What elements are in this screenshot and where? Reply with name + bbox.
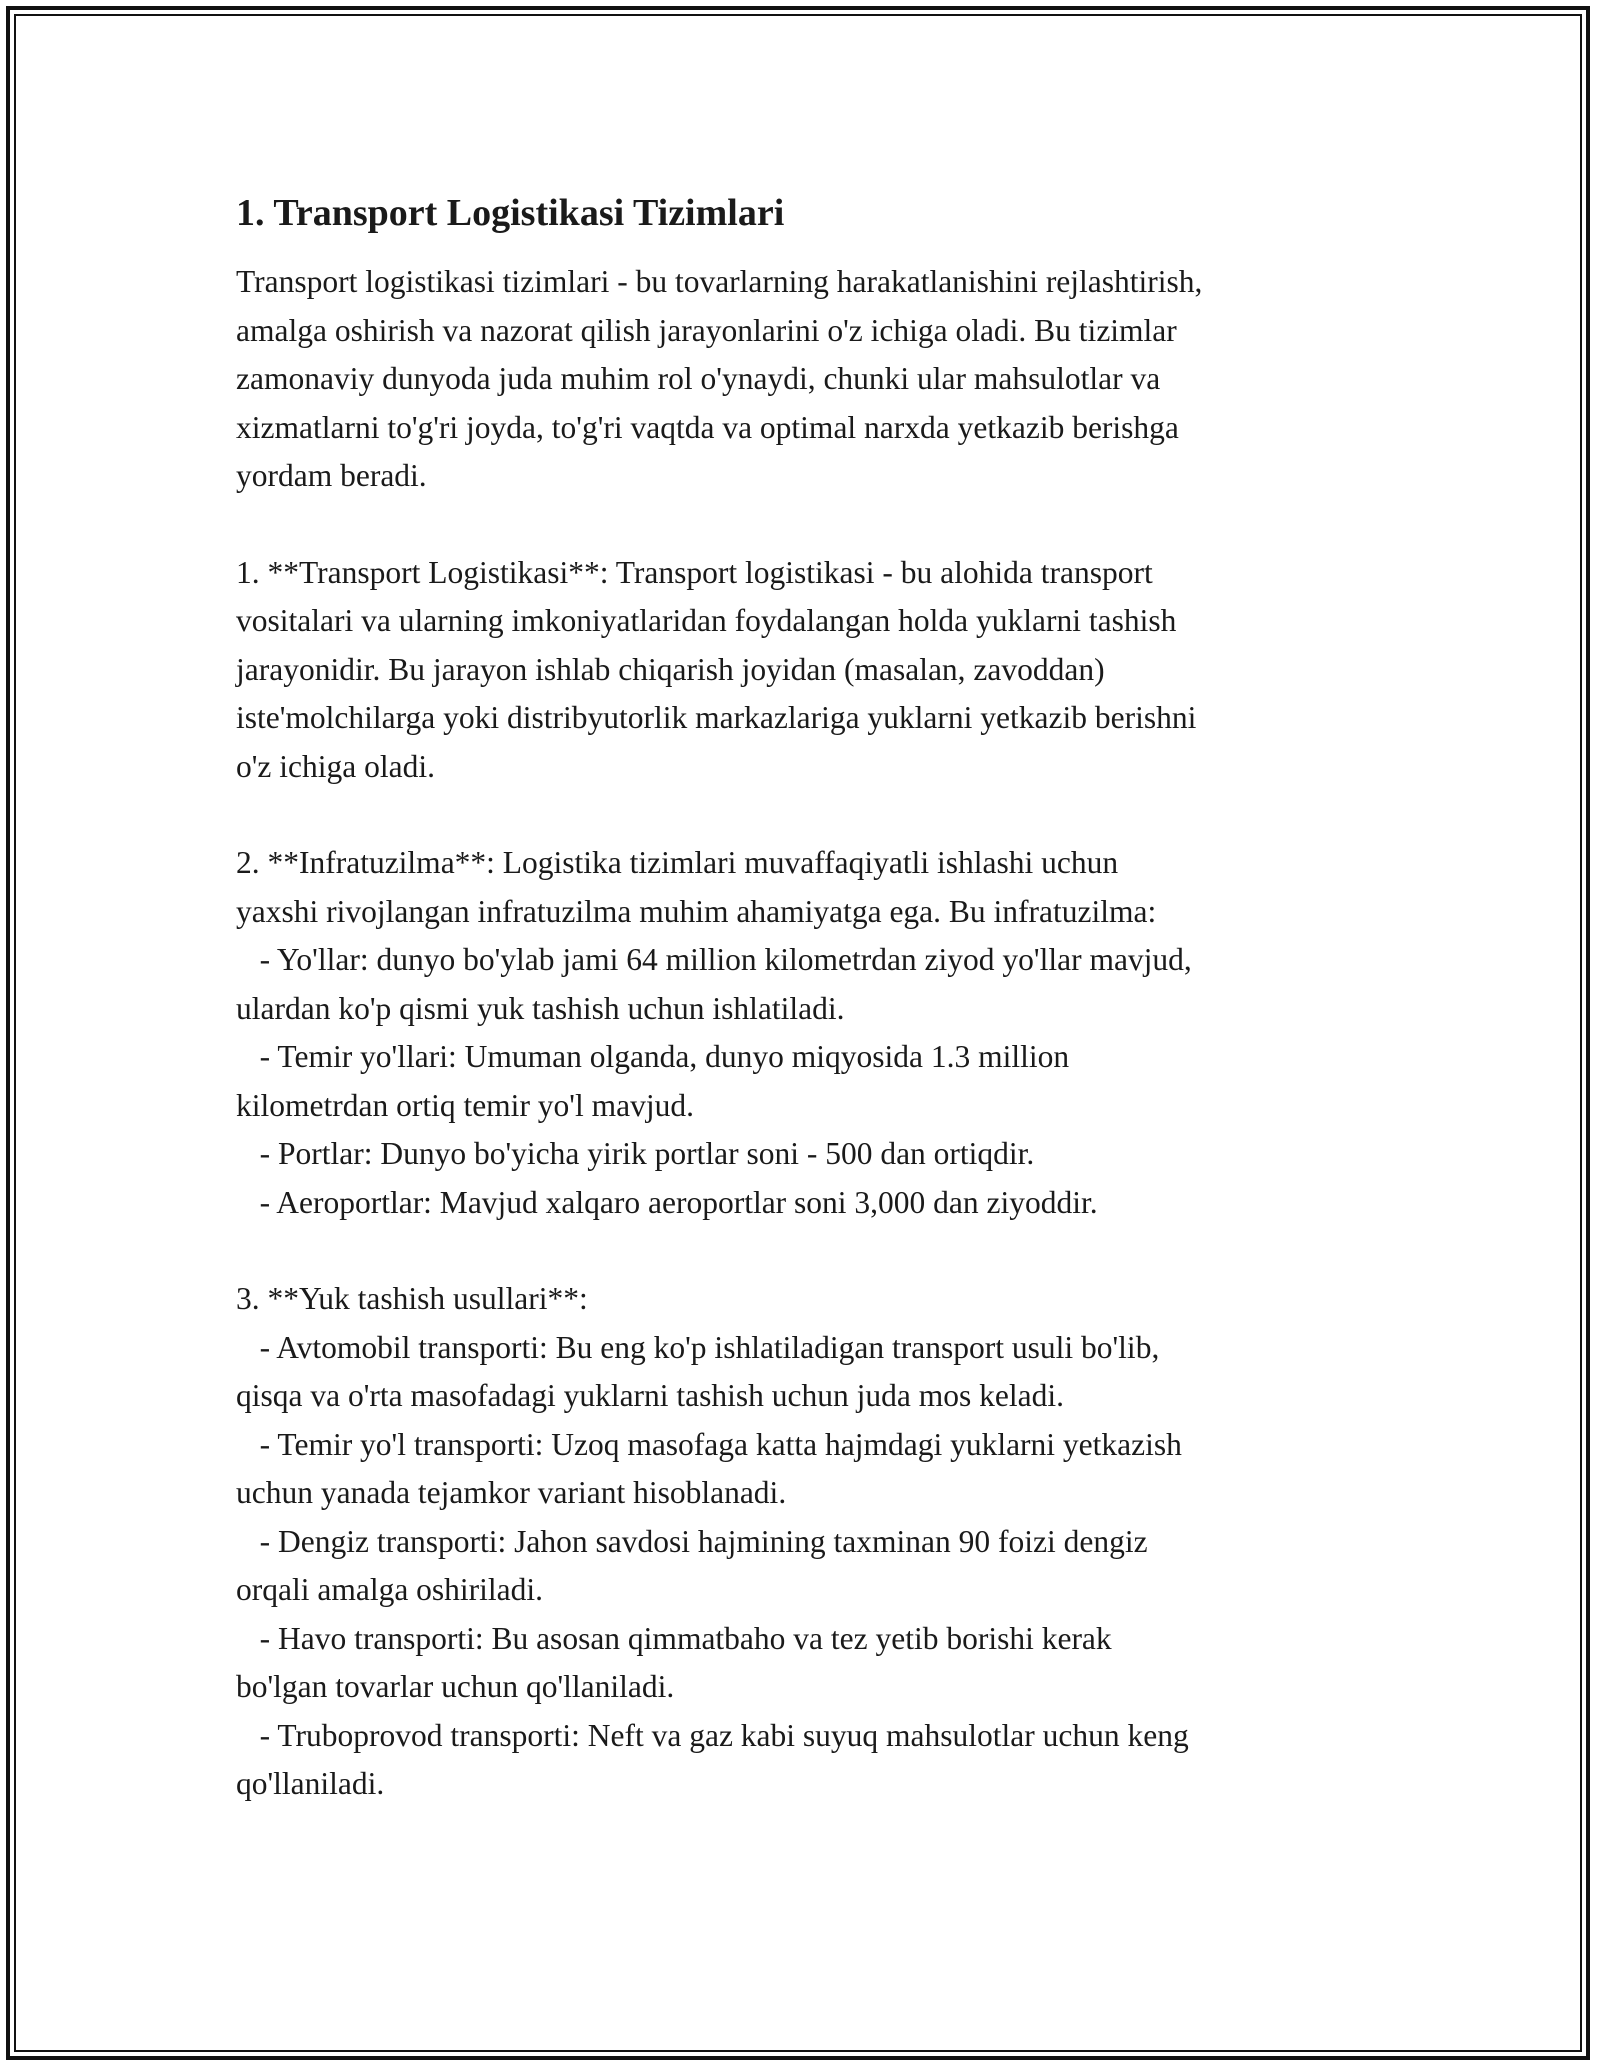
- text-line: qisqa va o'rta masofadagi yuklarni tashish uchun juda mos keladi.: [236, 1378, 1064, 1413]
- paragraph-infrastructure: [236, 839, 1376, 1227]
- list-item: - Yo'llar: dunyo bo'ylab jami 64 million kilometrdan ziyod yo'llar mavjud,: [236, 942, 1192, 977]
- text-line: xizmatlarni to'g'ri joyda, to'g'ri vaqtda va optimal narxda yetkazib berishga: [236, 409, 1179, 445]
- document-title: 1. Transport Logistikasi Tizimlari: [236, 192, 785, 234]
- text-line: iste'molchilarga yoki distribyutorlik markazlariga yuklarni yetkazib berishni: [236, 700, 1197, 735]
- list-item: - Havo transporti: Bu asosan qimmatbaho va tez yetib borishi kerak: [236, 1620, 1112, 1656]
- list-item: - Avtomobil transporti: Bu eng ko'p ishlatiladigan transport usuli bo'lib,: [236, 1329, 1160, 1365]
- list-item: - Truboprovod transporti: Neft va gaz kabi suyuq mahsulotlar uchun keng: [236, 1717, 1189, 1753]
- text-line: qo'llaniladi.: [236, 1766, 385, 1801]
- text-line: 1. **Transport Logistikasi**: Transport logistikasi - bu alohida transport: [236, 554, 1153, 590]
- document-body: [236, 186, 1376, 1857]
- text-line: vositalari va ularning imkoniyatlaridan foydalangan holda yuklarni tashish: [236, 603, 1177, 638]
- paragraph-intro: [236, 258, 1376, 501]
- list-item: - Portlar: Dunyo bo'yicha yirik portlar soni - 500 dan ortiqdir.: [236, 1136, 1035, 1171]
- text-line: zamonaviy dunyoda juda muhim rol o'ynaydi, chunki ular mahsulotlar va: [236, 361, 1161, 396]
- text-line: orqali amalga oshiriladi.: [236, 1572, 544, 1607]
- list-item: - Temir yo'llari: Umuman olganda, dunyo miqyosida 1.3 million: [236, 1039, 1070, 1074]
- text-line: uchun yanada tejamkor variant hisoblanadi.: [236, 1475, 787, 1510]
- text-line: bo'lgan tovarlar uchun qo'llaniladi.: [236, 1669, 675, 1704]
- text-line: jarayonidir. Bu jarayon ishlab chiqarish joyidan (masalan, zavoddan): [236, 651, 1105, 687]
- list-item: - Temir yo'l transporti: Uzoq masofaga katta hajmdagi yuklarni yetkazish: [236, 1426, 1182, 1462]
- text-line: 3. **Yuk tashish usullari**:: [236, 1281, 588, 1316]
- text-line: yaxshi rivojlangan infratuzilma muhim ahamiyatga ega. Bu infratuzilma:: [236, 893, 1157, 929]
- text-line: yordam beradi.: [236, 458, 427, 493]
- list-item: - Aeroportlar: Mavjud xalqaro aeroportlar soni 3,000 dan ziyoddir.: [236, 1184, 1098, 1220]
- text-line: kilometrdan ortiq temir yo'l mavjud.: [236, 1087, 694, 1123]
- list-item: - Dengiz transporti: Jahon savdosi hajmining taxminan 90 foizi dengiz: [236, 1523, 1148, 1559]
- paragraph-transport-methods: [236, 1275, 1376, 1809]
- text-line: Transport logistikasi tizimlari - bu tovarlarning harakatlanishini rejlashtirish,: [236, 264, 1203, 299]
- text-line: o'z ichiga oladi.: [236, 748, 435, 784]
- text-line: ulardan ko'p qismi yuk tashish uchun ishlatiladi.: [236, 990, 845, 1026]
- paragraph-transport-logistics: [236, 549, 1376, 792]
- text-line: 2. **Infratuzilma**: Logistika tizimlari muvaffaqiyatli ishlashi uchun: [236, 845, 1119, 880]
- text-line: amalga oshirish va nazorat qilish jarayonlarini o'z ichiga oladi. Bu tizimlar: [236, 312, 1177, 348]
